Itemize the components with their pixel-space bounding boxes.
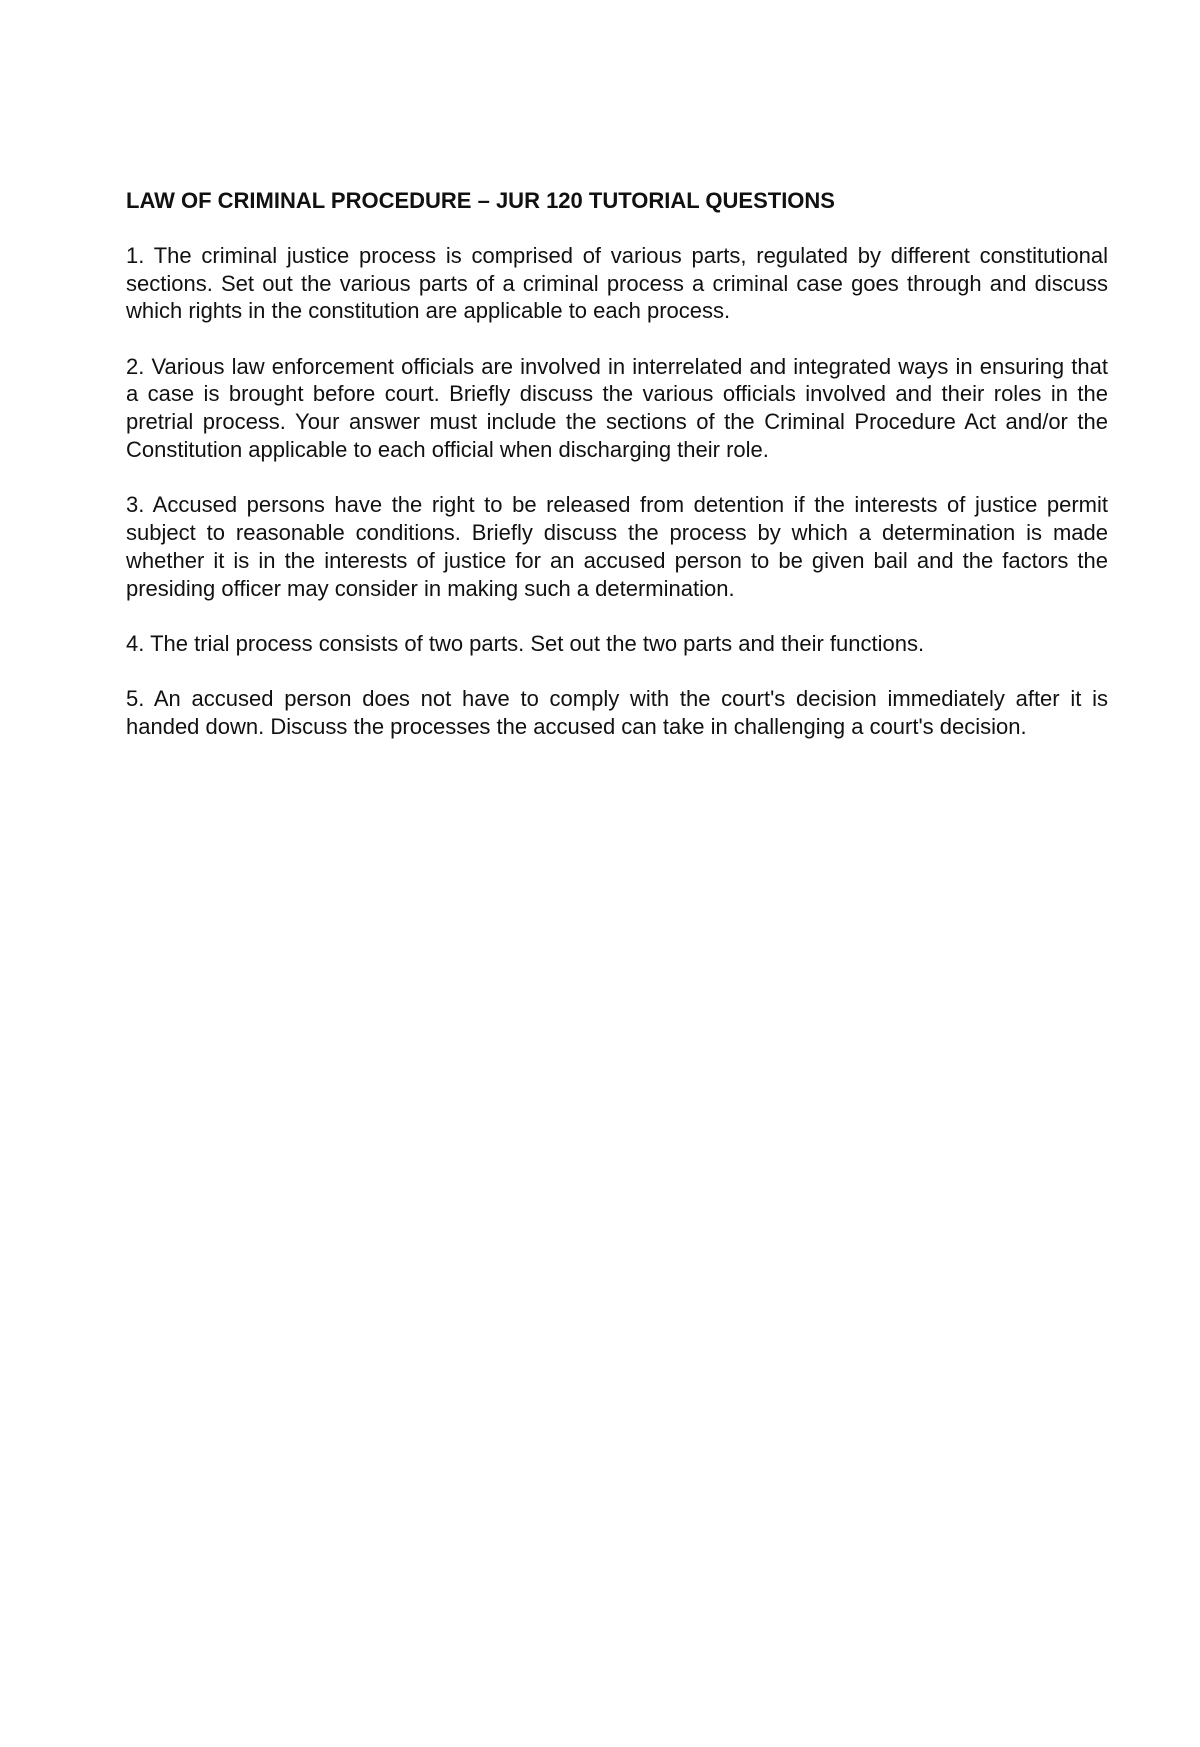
question-5: 5. An accused person does not have to comply with the court's decision immediately after it is handed down. Discuss the processes the accused can take in challenging a court's decision.	[126, 686, 1108, 740]
document-body	[126, 187, 1108, 768]
question-3: 3. Accused persons have the right to be released from detention if the interests of justice permit subject to reasonable conditions. Briefly discuss the process by which a determination is made whether it is in the interests of justice for an accused person to be given bail and the factors the presiding officer may consider in making such a determination.	[126, 492, 1108, 601]
question-4: 4. The trial process consists of two parts. Set out the two parts and their functions.	[126, 631, 925, 657]
question-1: 1. The criminal justice process is comprised of various parts, regulated by different constitutional sections. Set out the various parts of a criminal process a criminal case goes through and discuss which rights in the constitution are applicable to each process.	[126, 242, 1108, 324]
document-title: LAW OF CRIMINAL PROCEDURE – JUR 120 TUTORIAL QUESTIONS	[126, 188, 835, 213]
question-2: 2. Various law enforcement officials are involved in interrelated and integrated ways in ensuring that a case is brought before court. Briefly discuss the various officials involved and their roles in the pretrial process. Your answer must include the sections of the Criminal Procedure Act and/or the Constitution applicable to each official when discharging their role.	[126, 353, 1108, 463]
